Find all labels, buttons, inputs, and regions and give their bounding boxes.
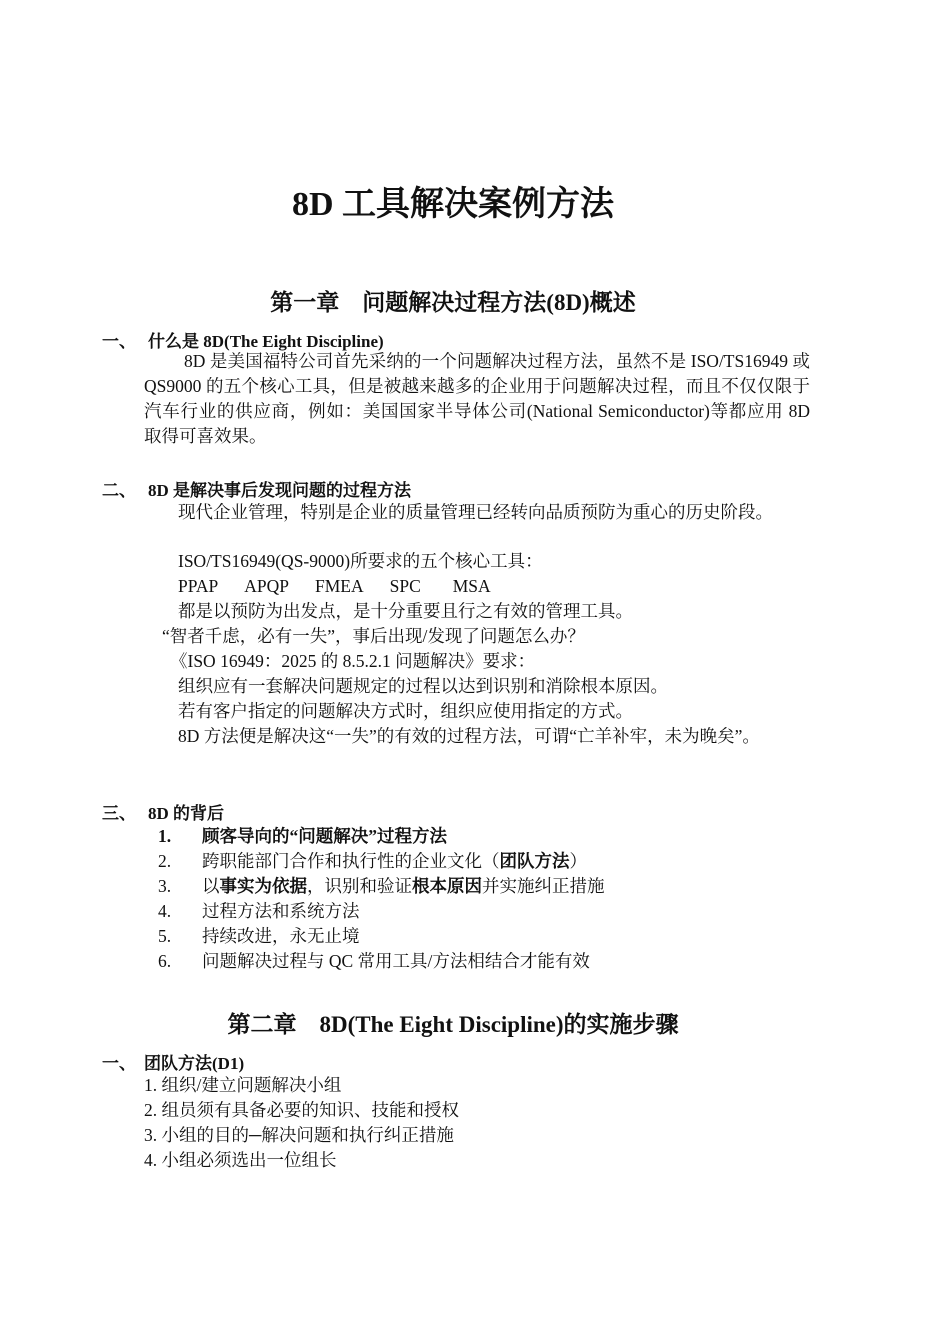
paragraph-text: 8D 是美国福特公司首先采纳的一个问题解决过程方法，虽然不是 ISO/TS16949 或 QS9000 的五个核心工具，但是被越来越多的企业用于问题解决过程，而且不仅仅限于汽车行业的供应商，例如：美国国家半导体公司(National Semiconductor)等都应用 8D 取得可喜效果。: [144, 351, 810, 446]
list-text: 持续改进，永无止境: [202, 926, 360, 946]
list-item: [158, 924, 360, 948]
list-number: 2.: [158, 851, 172, 871]
tool-fmea: FMEA: [314, 576, 364, 596]
list-text-bold: 事实为依据: [219, 876, 307, 896]
section-number: 三、: [102, 804, 136, 823]
core-tools-list: [178, 574, 517, 598]
section-2-heading: [102, 476, 411, 501]
section-3-heading: [102, 799, 224, 824]
paragraph-text: 现代企业管理，特别是企业的质量管理已经转向品质预防为重心的历史阶段。: [178, 502, 773, 522]
list-number: 5.: [158, 926, 172, 946]
list-text: 以: [202, 876, 220, 896]
list-item: [158, 899, 360, 923]
section-heading-text: 团队方法(D1): [144, 1054, 245, 1073]
tool-msa: MSA: [452, 576, 491, 596]
document-title: 8D 工具解决案例方法: [291, 186, 615, 223]
paragraph-text: 8D 方法便是解决这“一失”的有效的过程方法，可谓“亡羊补牢，未为晚矣”。: [178, 726, 760, 746]
section-number: 一、: [102, 1054, 136, 1073]
section-number: 一、: [102, 332, 136, 351]
tool-spc: SPC: [389, 576, 421, 596]
list-text: 跨职能部门合作和执行性的企业文化（: [202, 851, 500, 871]
paragraph-8d-method: [140, 724, 808, 749]
list-item: [158, 824, 447, 848]
chapter-2-title: 第二章 8D(The Eight Discipline)的实施步骤: [227, 1012, 679, 1037]
list-text-bold: 根本原因: [412, 876, 482, 896]
list-text-bold: 团队方法: [499, 851, 570, 871]
quote-line: “智者千虑，必有一失”，事后出现/发现了问题怎么办？: [162, 626, 585, 646]
list-text: 问题解决过程与 QC 常用工具/方法相结合才能有效: [202, 951, 590, 971]
section-heading-text: 8D 的背后: [148, 804, 225, 823]
section-heading-text: 8D 是解决事后发现问题的过程方法: [148, 481, 412, 500]
chapter-2-section-1-heading: [102, 1049, 244, 1074]
core-tools-intro: ISO/TS16949(QS-9000)所要求的五个核心工具：: [178, 551, 543, 571]
list-item: 1. 组织/建立问题解决小组: [144, 1075, 342, 1095]
list-number: 1.: [158, 826, 172, 846]
requirement-2: 若有客户指定的问题解决方式时，组织应使用指定的方式。: [178, 701, 633, 721]
list-text: 并实施纠正措施: [482, 876, 605, 896]
requirement-1: 组织应有一套解决问题规定的过程以达到识别和消除根本原因。: [178, 676, 668, 696]
paragraph-modern-management: [140, 500, 808, 525]
iso-requirement-line: 《ISO 16949：2025 的 8.5.2.1 问题解决》要求：: [170, 651, 536, 671]
tool-ppap: PPAP: [178, 576, 219, 596]
chapter-1-title: 第一章 问题解决过程方法(8D)概述: [270, 290, 636, 315]
section-heading-text: 什么是 8D(The Eight Discipline): [148, 332, 384, 351]
prevention-line: 都是以预防为出发点，是十分重要且行之有效的管理工具。: [178, 601, 633, 621]
list-text: ）: [569, 851, 587, 871]
list-item: 4. 小组必须选出一位组长: [144, 1150, 337, 1170]
paragraph-what-is-8d: [144, 349, 810, 449]
list-text: 过程方法和系统方法: [202, 901, 360, 921]
list-item: 3. 小组的目的─解决问题和执行纠正措施: [144, 1125, 454, 1145]
list-number: 4.: [158, 901, 172, 921]
tool-apqp: APQP: [244, 576, 289, 596]
section-number: 二、: [102, 481, 136, 500]
list-item: [158, 874, 605, 898]
list-item: 2. 组员须有具备必要的知识、技能和授权: [144, 1100, 459, 1120]
list-number: 3.: [158, 876, 172, 896]
list-text: 顾客导向的“问题解决”过程方法: [202, 826, 447, 846]
list-text: ，识别和验证: [307, 876, 412, 896]
list-item: [158, 849, 587, 873]
list-number: 6.: [158, 951, 172, 971]
list-item: [158, 949, 590, 973]
